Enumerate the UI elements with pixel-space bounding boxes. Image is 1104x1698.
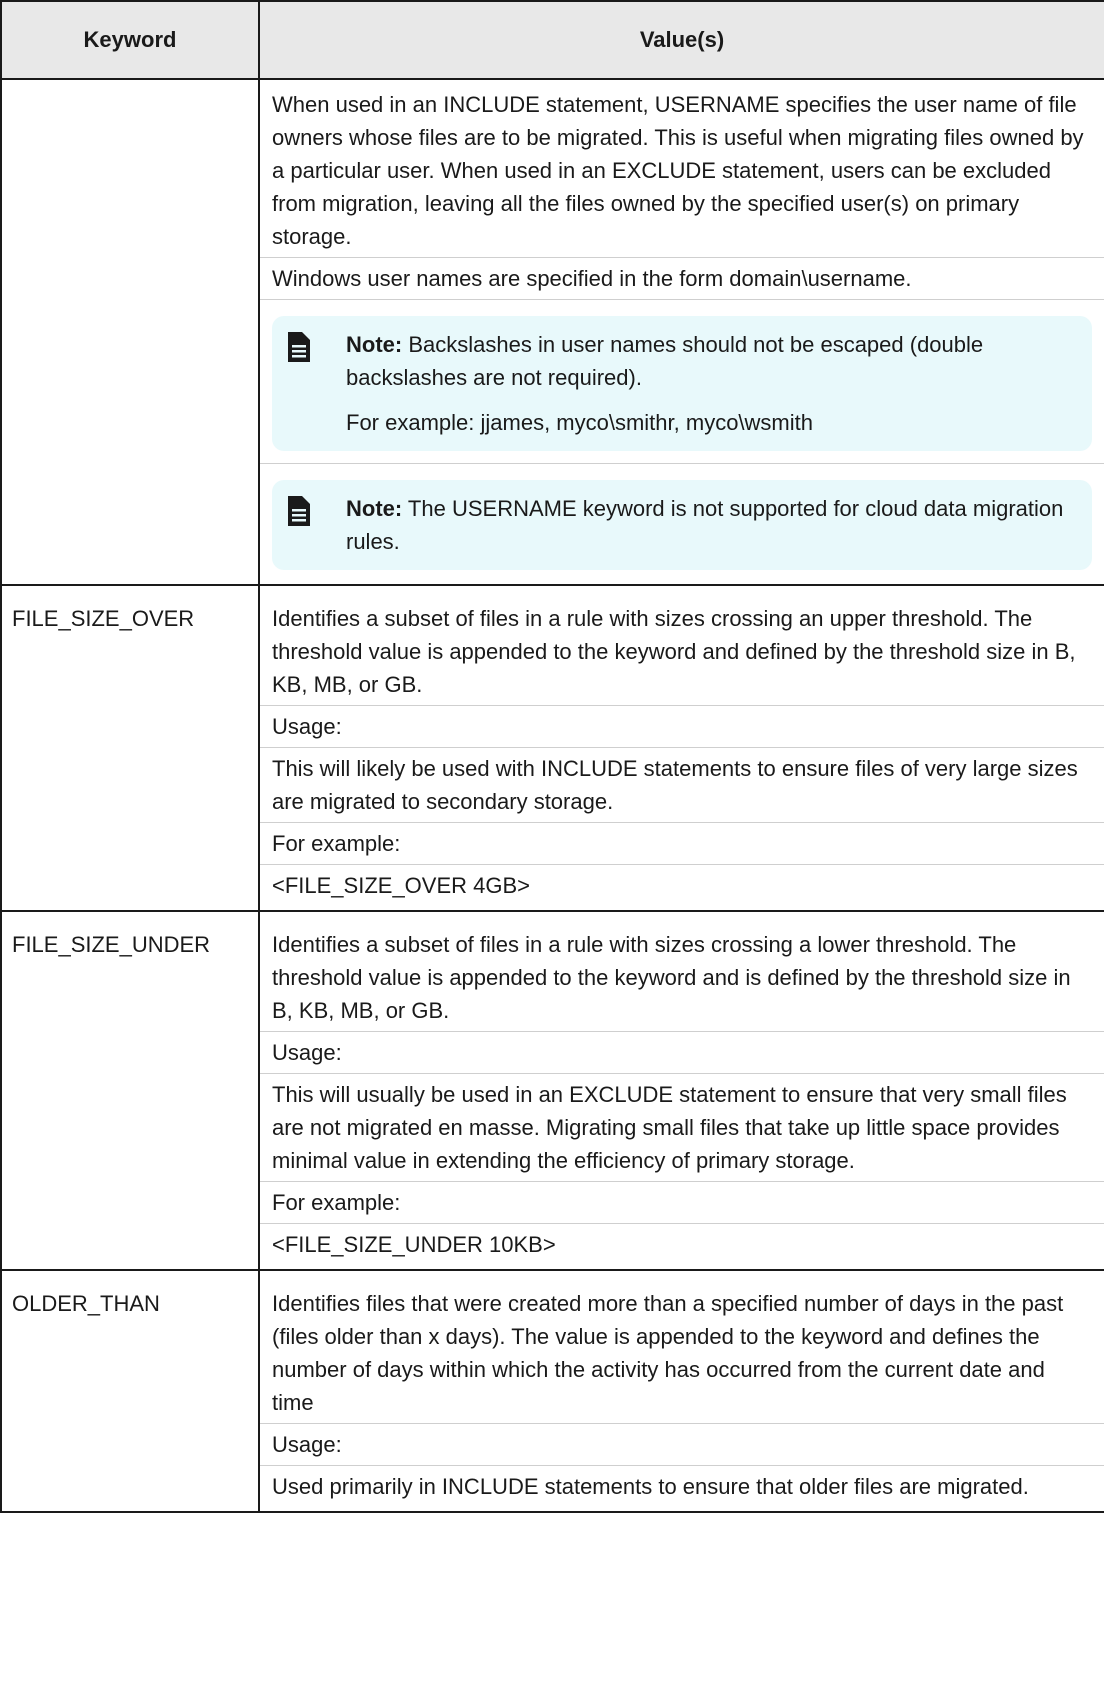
value-line: This will likely be used with INCLUDE statements to ensure files of very large sizes are migrated to secondary storage.	[272, 756, 1078, 814]
value-line: Identifies files that were created more than a specified number of days in the past (files older than x days). The value is appended to the keyword and defines the number of days within which the activity has occurred from the current date and time	[272, 1291, 1064, 1415]
username-description: When used in an INCLUDE statement, USERNAME specifies the user name of file owners whose files are to be migrated. This is useful when migrating files owned by a particular user. When used in an EXCLUDE statement, users can be excluded from migration, leaving all the files owned by the specified user(s) on primary storage.	[272, 92, 1084, 249]
value-line: <FILE_SIZE_UNDER 10KB>	[272, 1232, 556, 1257]
keyword-cell: FILE_SIZE_OVER	[1, 585, 259, 911]
note-box	[272, 316, 1092, 451]
value-line: Identifies a subset of files in a rule with sizes crossing an upper threshold. The threshold value is appended to the keyword and defined by the threshold size in B, KB, MB, or GB.	[272, 606, 1076, 697]
note-icon	[288, 496, 310, 526]
keyword-cell: FILE_SIZE_UNDER	[1, 911, 259, 1270]
table-row	[1, 585, 1104, 911]
header-keyword: Keyword	[1, 1, 259, 79]
header-values: Value(s)	[259, 1, 1104, 79]
note-icon	[288, 332, 310, 362]
note-body: The USERNAME keyword is not supported for cloud data migration rules.	[346, 496, 1064, 554]
value-line: For example:	[272, 1190, 401, 1215]
value-line: Usage:	[272, 1040, 342, 1065]
value-line: Identifies a subset of files in a rule with sizes crossing a lower threshold. The threshold value is appended to the keyword and is defined by the threshold size in B, KB, MB, or GB.	[272, 932, 1071, 1023]
value-cell	[259, 79, 1104, 585]
table-header-row	[1, 1, 1104, 79]
note-example: For example: jjames, myco\smithr, myco\wsmith	[346, 410, 813, 435]
note-text	[346, 492, 1076, 558]
value-line: For example:	[272, 831, 401, 856]
table-row	[1, 79, 1104, 585]
note-label: Note:	[346, 332, 403, 357]
table-row	[1, 1270, 1104, 1512]
value-line: Used primarily in INCLUDE statements to ensure that older files are migrated.	[272, 1474, 1029, 1499]
value-cell	[259, 911, 1104, 1270]
value-line: Usage:	[272, 1432, 342, 1457]
note-label: Note:	[346, 496, 403, 521]
keyword-cell: OLDER_THAN	[1, 1270, 259, 1512]
table-row	[1, 911, 1104, 1270]
note-text	[346, 328, 1076, 394]
username-windows-format: Windows user names are specified in the form domain\username.	[272, 266, 912, 291]
value-line: <FILE_SIZE_OVER 4GB>	[272, 873, 531, 898]
value-cell	[259, 1270, 1104, 1512]
keyword-cell-empty	[1, 79, 259, 585]
value-line: Usage:	[272, 714, 342, 739]
value-line: This will usually be used in an EXCLUDE statement to ensure that very small files are not migrated en masse. Migrating small files that take up little space provides minimal value in extending the efficiency of primary storage.	[272, 1082, 1067, 1173]
value-cell	[259, 585, 1104, 911]
note-box	[272, 480, 1092, 570]
note-body: Backslashes in user names should not be escaped (double backslashes are not required).	[346, 332, 984, 390]
